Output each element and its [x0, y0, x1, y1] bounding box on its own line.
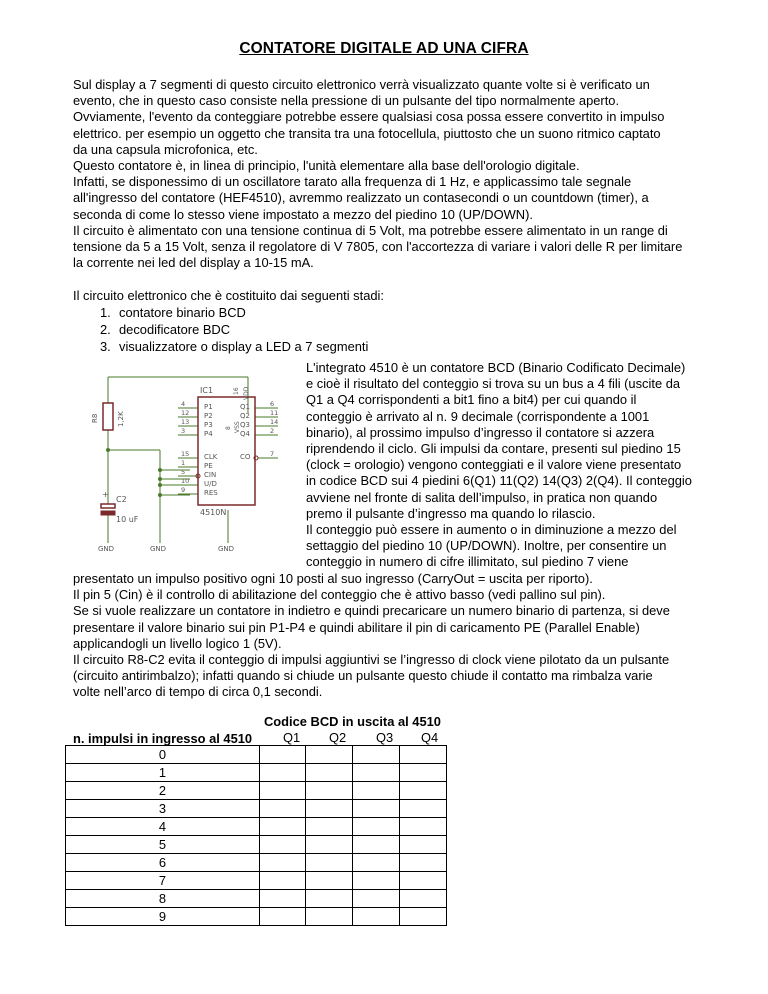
paragraph-line: Il conteggio può essere in aumento o in diminuzione a mezzo del — [306, 522, 677, 537]
bcd-output-cell — [400, 746, 447, 764]
pin-name: U/D — [204, 480, 217, 488]
bcd-output-cell — [260, 818, 306, 836]
bcd-output-cell — [260, 782, 306, 800]
paragraph-line: tensione da 5 a 15 Volt, senza il regolatore di V 7805, con l'accortezza di variare i valori delle R per limitare — [73, 239, 683, 254]
pin-name: Q1 — [240, 403, 250, 411]
bcd-output-cell — [353, 872, 400, 890]
bcd-output-cell — [400, 872, 447, 890]
q-header: Q3 — [376, 730, 394, 745]
pin-number: 14 — [270, 418, 279, 426]
list-number: 1. — [100, 305, 111, 320]
pin-number: 5 — [181, 468, 186, 476]
paragraph-line: seconda di come lo stesso viene impostato a mezzo del piedino 10 (UP/DOWN). — [73, 206, 533, 222]
paragraph-line: volte nell’arco di tempo di circa 0,1 secondi. — [73, 684, 323, 700]
paragraph-line: Q1 a Q4 corrispondenti a bit1 fino a bit4) per cui quando il — [306, 392, 637, 408]
paragraph-line: Sul display a 7 segmenti di questo circuito elettronico verrà visualizzato quante volte si è verificato un — [73, 77, 650, 92]
pin-number: 6 — [270, 400, 275, 408]
pulse-count-cell: 5 — [66, 836, 260, 854]
pin-name: P1 — [204, 403, 213, 411]
pulse-count-cell: 7 — [66, 872, 260, 890]
stages-intro: Il circuito elettronico che è costituito dai seguenti stadi: — [73, 288, 384, 303]
pin-name: Q2 — [240, 412, 250, 420]
bcd-output-cell — [306, 836, 353, 854]
pin-name: CO — [240, 453, 251, 461]
table-row — [66, 872, 447, 890]
table-row — [66, 746, 447, 764]
paragraph-line: conteggio è arrivato al n. 9 decimale (corrispondente a 1001 — [306, 408, 650, 424]
bcd-output-cell — [306, 818, 353, 836]
capacitor-value: 10 uF — [116, 515, 139, 524]
paragraph-line: Il circuito R8-C2 evita il conteggio di impulsi aggiuntivi se l’ingresso di clock viene pilotato da un pulsante — [73, 652, 670, 667]
pulse-count-cell: 1 — [66, 764, 260, 782]
pin-name: P2 — [204, 412, 213, 420]
resistor-label: R8 — [91, 413, 99, 423]
bcd-output-cell — [353, 854, 400, 872]
list-item: visualizzatore o display a LED a 7 segmenti — [119, 339, 369, 354]
pin-number: 9 — [181, 486, 186, 494]
paragraph-line: elettrico. per esempio un oggetto che transita tra una fotocellula, piuttosto che un suono ritmico captato — [73, 125, 661, 141]
paragraph-line: da una capsula microfonica, etc. — [73, 141, 258, 157]
vdd-label: VDD — [243, 386, 250, 400]
paragraph-line: riprendendo il ciclo. Gli impulsi da contare, presenti sul piedino 15 — [306, 441, 681, 456]
table-row — [66, 836, 447, 854]
list-item: decodificatore BDC — [119, 322, 231, 337]
bcd-output-cell — [306, 908, 353, 926]
table-row — [66, 818, 447, 836]
pin-name: Q3 — [240, 421, 250, 429]
table-header-right: Codice BCD in uscita al 4510 — [264, 714, 441, 729]
bcd-output-cell — [353, 890, 400, 908]
paragraph-line: presentato un impulso positivo ogni 10 posti al suo ingresso (CarryOut = uscita per riporto). — [73, 571, 593, 586]
paragraph-line: Ovviamente, l'evento da conteggiare potrebbe essere qualsiasi cosa possa essere convertito in impulso — [73, 109, 665, 125]
pin-number: 7 — [270, 450, 275, 458]
ic-name: IC1 — [200, 386, 214, 395]
gnd-label-2: GND — [150, 545, 167, 553]
list-number: 2. — [100, 322, 111, 337]
pin-number: 10 — [181, 477, 190, 485]
bcd-output-cell — [306, 782, 353, 800]
paragraph-line: premo il pulsante d’ingresso ma quando lo rilascio. — [306, 505, 596, 521]
circuit-schematic — [90, 355, 300, 555]
pin-name: CIN — [204, 471, 217, 479]
pulse-count-cell: 4 — [66, 818, 260, 836]
capacitor-label: C2 — [116, 495, 127, 504]
bcd-output-cell — [353, 836, 400, 854]
pulse-count-cell: 8 — [66, 890, 260, 908]
bcd-output-cell — [260, 854, 306, 872]
pin-number: 12 — [181, 409, 190, 417]
bcd-output-cell — [306, 854, 353, 872]
pin-name: Q4 — [240, 430, 250, 438]
pulse-count-cell: 0 — [66, 746, 260, 764]
paragraph-line: Il pin 5 (Cin) è il controllo di abilitazione del conteggio che è attivo basso (vedi pallino sul pin). — [73, 587, 606, 603]
table-row — [66, 890, 447, 908]
paragraph-line: la corrente nei led del display a 10-15 mA. — [73, 255, 314, 271]
q-header: Q2 — [329, 730, 347, 745]
paragraph-line: conteggio in numero di cifre illimitato, sul piedino 7 viene — [306, 554, 629, 570]
table-row — [66, 782, 447, 800]
pin-number: 4 — [181, 400, 186, 408]
bcd-output-cell — [353, 782, 400, 800]
pin-name: RES — [204, 489, 218, 497]
paragraph-line: binario), al prossimo impulso d’ingresso il contatore si azzera — [306, 424, 655, 440]
pin-name: CLK — [204, 453, 218, 461]
bcd-output-cell — [306, 746, 353, 764]
bcd-output-cell — [400, 908, 447, 926]
list-number: 3. — [100, 339, 111, 354]
pin-number: 1 — [181, 459, 186, 467]
bcd-output-cell — [260, 764, 306, 782]
bcd-output-cell — [400, 764, 447, 782]
bcd-output-cell — [306, 890, 353, 908]
bcd-output-cell — [306, 800, 353, 818]
bcd-output-cell — [353, 800, 400, 818]
list-item: contatore binario BCD — [119, 305, 246, 320]
bcd-output-cell — [400, 890, 447, 908]
pin-number: 15 — [181, 450, 190, 458]
pulse-count-cell: 2 — [66, 782, 260, 800]
bcd-output-cell — [353, 908, 400, 926]
pin-number: 11 — [270, 409, 279, 417]
bcd-output-cell — [400, 836, 447, 854]
paragraph-line: presentare il valore binario sui pin P1-P4 e quindi abilitare il pin di caricamento PE (Parallel Enable) — [73, 619, 640, 635]
q-header: Q1 — [283, 730, 301, 745]
pin-number: 13 — [181, 418, 190, 426]
bcd-output-cell — [400, 854, 447, 872]
bcd-output-cell — [260, 908, 306, 926]
paragraph-line: (circuito antirimbalzo); infatti quando si chiude un pulsante questo chiude il contatto ma rimbalza varie — [73, 668, 653, 684]
gnd-label-1: GND — [98, 545, 115, 553]
pin-name: P3 — [204, 421, 213, 429]
paragraph-line: evento, che in questo caso consiste nella pressione di un pulsante del tipo normalmente aperto. — [73, 93, 620, 109]
resistor-value: 1,2K — [117, 411, 125, 427]
pin16-label: 16 — [233, 387, 240, 395]
bcd-output-cell — [306, 764, 353, 782]
vss-label: VSS — [234, 421, 241, 433]
bcd-output-cell — [260, 746, 306, 764]
pulse-count-cell: 6 — [66, 854, 260, 872]
paragraph-line: Se si vuole realizzare un contatore in indietro e quindi precaricare un numero binario di partenza, si deve — [73, 603, 670, 619]
bcd-output-cell — [353, 818, 400, 836]
bcd-output-cell — [400, 818, 447, 836]
paragraph-line: L'integrato 4510 è un contatore BCD (Binario Codificato Decimale) — [306, 360, 686, 375]
ic-part: 4510N — [200, 508, 227, 517]
bcd-table — [65, 745, 447, 926]
bcd-output-cell — [353, 764, 400, 782]
paragraph-line: avviene nel fronte di salita dell’impulso, in pratica non quando — [306, 489, 658, 505]
capacitor-plus: + — [102, 490, 109, 499]
paragraph-line: applicandogli un livello logico 1 (5V). — [73, 635, 282, 651]
bcd-output-cell — [306, 872, 353, 890]
table-row — [66, 908, 447, 926]
pin-number: 2 — [270, 427, 275, 435]
bcd-output-cell — [400, 782, 447, 800]
bcd-output-cell — [400, 800, 447, 818]
q-header: Q4 — [421, 730, 439, 745]
pulse-count-cell: 3 — [66, 800, 260, 818]
bcd-output-cell — [260, 890, 306, 908]
pin-name: P4 — [204, 430, 213, 438]
paragraph-line: Questo contatore è, in linea di principio, l'unità elementare alla base dell'orologio digitale. — [73, 158, 580, 173]
pulse-count-cell: 9 — [66, 908, 260, 926]
table-row — [66, 764, 447, 782]
pin-name: PE — [204, 462, 213, 470]
table-header-left: n. impulsi in ingresso al 4510 — [73, 731, 253, 746]
paragraph-line: Infatti, se disponessimo di un oscillatore tarato alla frequenza di 1 Hz, e applicassimo tale segnale — [73, 174, 632, 190]
bcd-output-cell — [260, 836, 306, 854]
bcd-output-cell — [353, 746, 400, 764]
table-row — [66, 800, 447, 818]
pin8-label: 8 — [225, 426, 232, 430]
pin-number: 3 — [181, 427, 186, 435]
bcd-output-cell — [260, 872, 306, 890]
paragraph-line: e cioè il risultato del conteggio si trova su un bus a 4 fili (uscite da — [306, 376, 681, 392]
paragraph-line: in codice BCD sui 4 piedini 6(Q1) 11(Q2) 14(Q3) 2(Q4). Il conteggio — [306, 473, 692, 489]
paragraph-line: settaggio del piedino 10 (UP/DOWN). Inoltre, per consentire un — [306, 538, 667, 554]
gnd-label-3: GND — [218, 545, 235, 553]
paragraph-line: all'ingresso del contatore (HEF4510), avremmo realizzato un contasecondi o un countdown (timer), a — [73, 190, 649, 206]
bcd-output-cell — [260, 800, 306, 818]
table-row — [66, 854, 447, 872]
paragraph-line: Il circuito è alimentato con una tensione continua di 5 Volt, ma potrebbe essere alimentato in un range di — [73, 222, 668, 238]
page-title: CONTATORE DIGITALE AD UNA CIFRA — [239, 40, 529, 57]
paragraph-line: (clock = orologio) vengono conteggiati e il valore viene presentato — [306, 457, 682, 473]
